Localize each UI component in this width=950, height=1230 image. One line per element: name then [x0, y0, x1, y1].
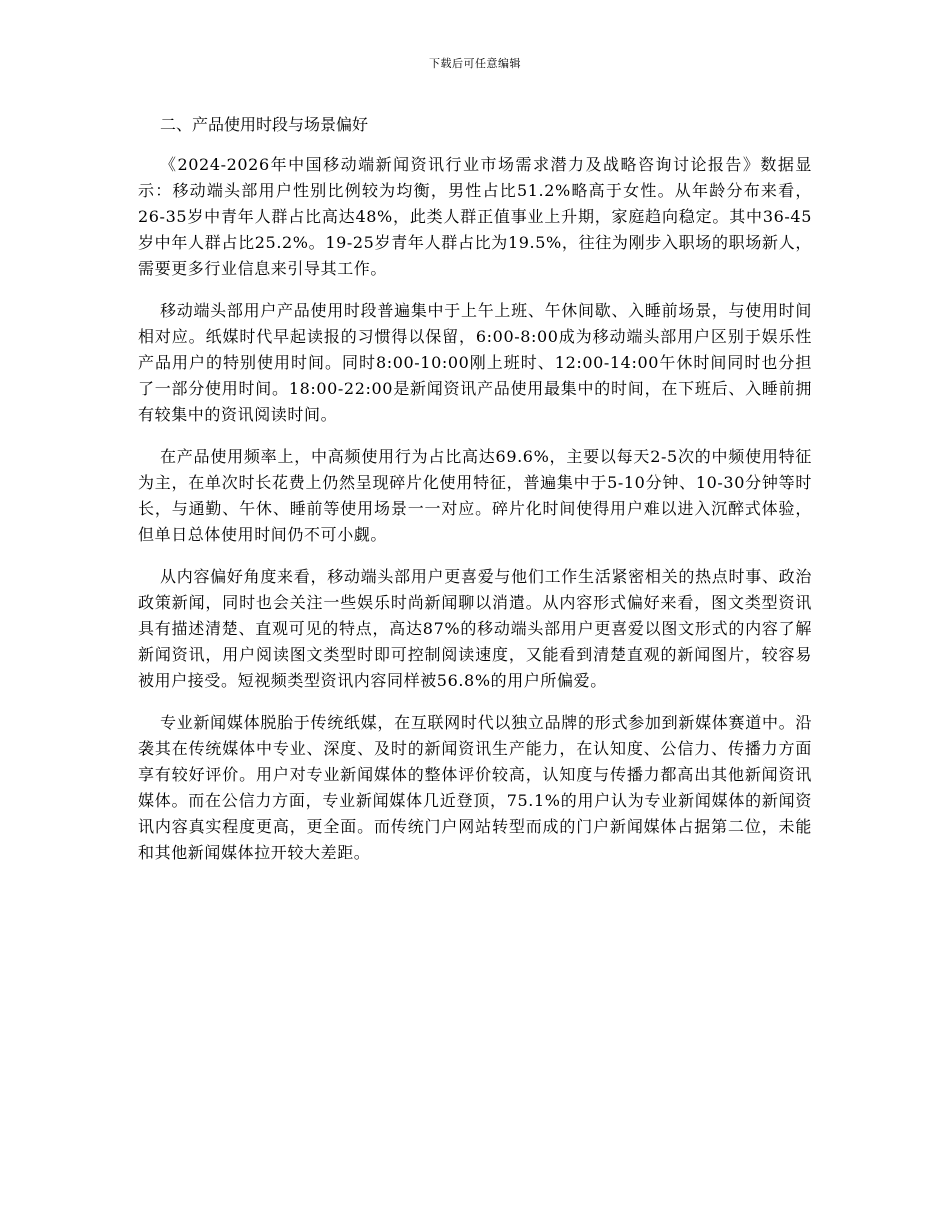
- section-title: 二、产品使用时段与场景偏好: [160, 115, 369, 134]
- document-body: [138, 112, 812, 882]
- paragraph-usage-frequency: 在产品使用频率上，中高频使用行为占比高达69.6%，主要以每天2-5次的中频使用特征为主，在单次时长花费上仍然呈现碎片化使用特征，普遍集中于5-10分钟、10-30分钟等时长，与通勤、午休、睡前等使用场景一一对应。碎片化时间使得用户难以进入沉醉式体验，但单日总体使用时间仍不可小觑。: [138, 447, 812, 544]
- page-header: 下载后可任意编辑: [429, 57, 521, 70]
- paragraph-content-preference: 从内容偏好角度来看，移动端头部用户更喜爱与他们工作生活紧密相关的热点时事、政治政策新闻，同时也会关注一些娱乐时尚新闻聊以消遣。从内容形式偏好来看，图文类型资讯具有描述清楚、直观可见的特点，高达87%的移动端头部用户更喜爱以图文形式的内容了解新闻资讯，用户阅读图文类型时即可控制阅读速度，又能看到清楚直观的新闻图片，较容易被用户接受。短视频类型资讯内容同样被56.8%的用户所偏爱。: [138, 567, 812, 690]
- paragraph-usage-time: 移动端头部用户产品使用时段普遍集中于上午上班、午休间歇、入睡前场景，与使用时间相对应。纸媒时代早起读报的习惯得以保留，6:00-8:00成为移动端头部用户区别于娱乐性产品用户的特别使用时间。同时8:00-10:00刚上班时、12:00-14:00午休时间同时也分担了一部分使用时间。18:00-22:00是新闻资讯产品使用最集中的时间，在下班后、入睡前拥有较集中的资讯阅读时间。: [138, 301, 812, 424]
- paragraph-professional-media: 专业新闻媒体脱胎于传统纸媒，在互联网时代以独立品牌的形式参加到新媒体赛道中。沿袭其在传统媒体中专业、深度、及时的新闻资讯生产能力，在认知度、公信力、传播力方面享有较好评价。用户对专业新闻媒体的整体评价较高，认知度与传播力都高出其他新闻资讯媒体。而在公信力方面，专业新闻媒体几近登顶，75.1%的用户认为专业新闻媒体的新闻资讯内容真实程度更高，更全面。而传统门户网站转型而成的门户新闻媒体占据第二位，未能和其他新闻媒体拉开较大差距。: [138, 713, 812, 862]
- paragraph-demographics: 《2024-2026年中国移动端新闻资讯行业市场需求潜力及战略咨询讨论报告》数据显示：移动端头部用户性别比例较为均衡，男性占比51.2%略高于女性。从年龄分布来看，26-35岁中青年人群占比高达48%，此类人群正值事业上升期，家庭趋向稳定。其中36-45岁中年人群占比25.2%。19-25岁青年人群占比为19.5%，往往为刚步入职场的职场新人，需要更多行业信息来引导其工作。: [138, 155, 812, 278]
